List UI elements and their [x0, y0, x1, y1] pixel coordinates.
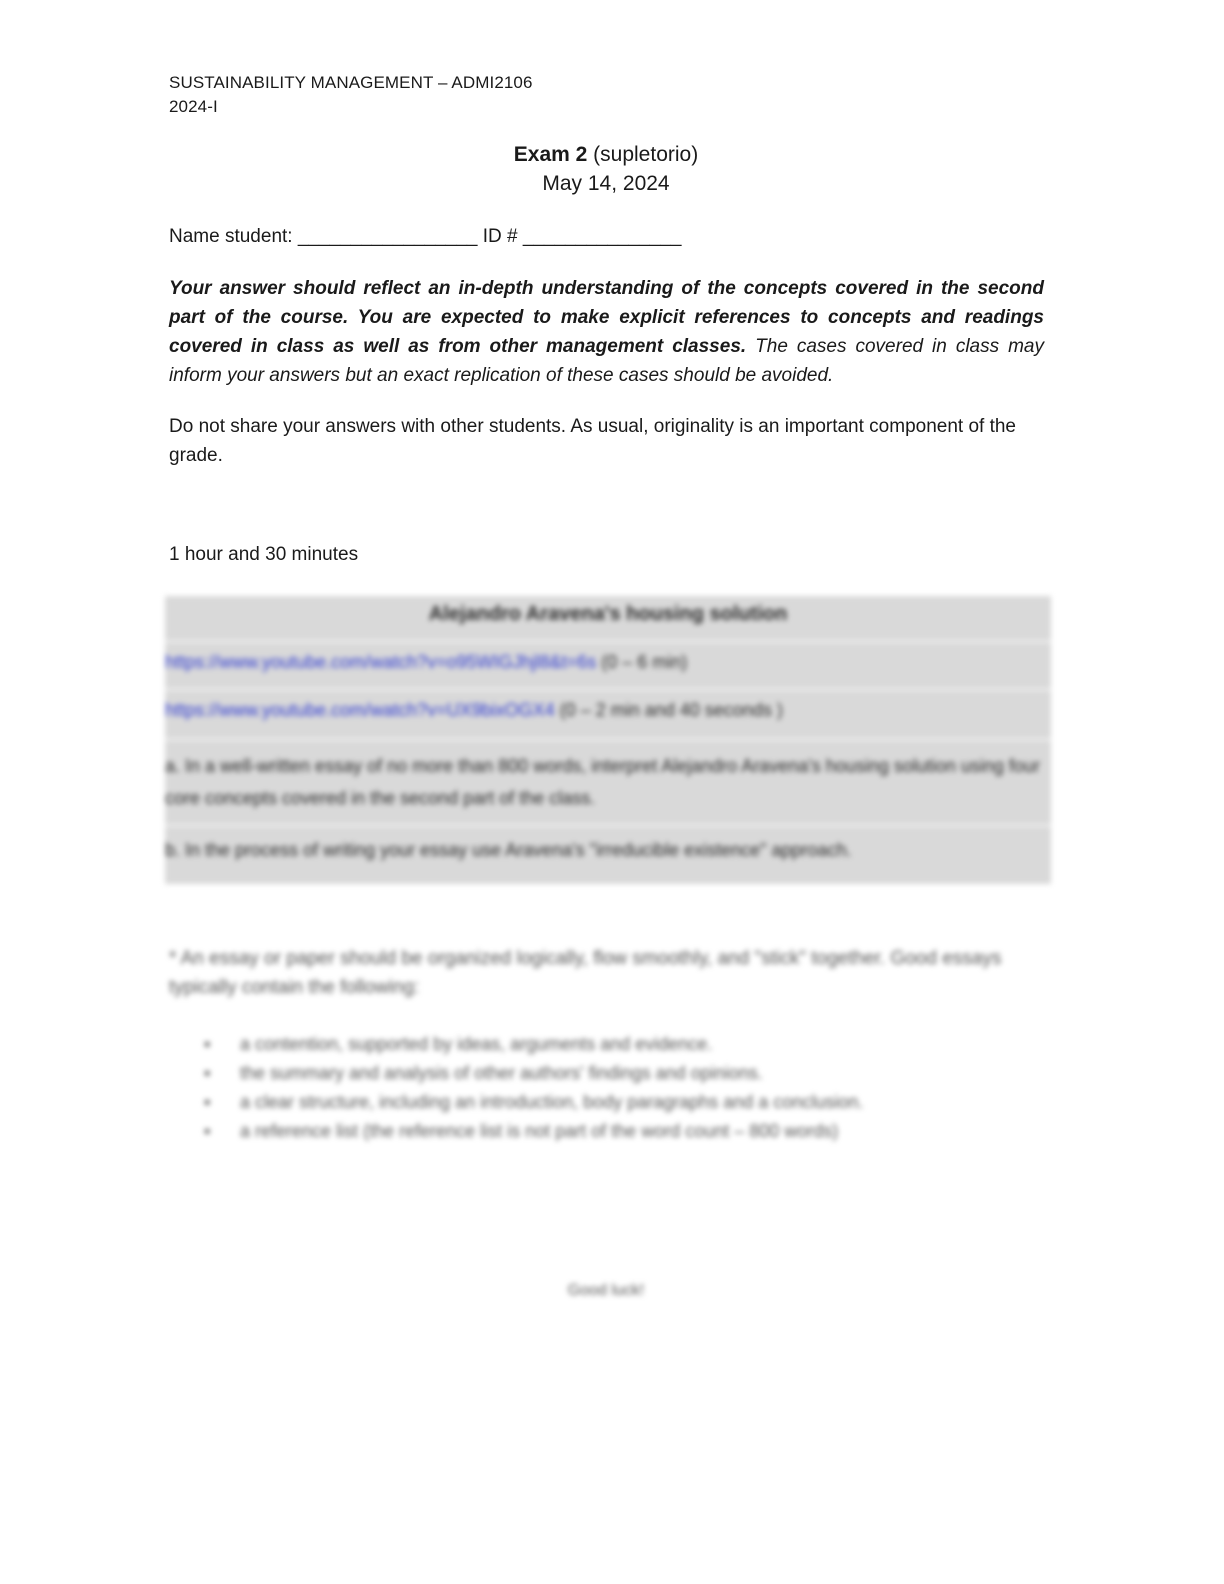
instructions-bold: Your answer should reflect an in-depth understanding of the concepts covered in the second part of the course. You are expected to make explicit references to concepts and readings covered in class as well as from other management classes.: [169, 278, 1044, 357]
video-link-1-note: (0 – 6 min): [596, 652, 688, 672]
video-link-2[interactable]: https://www.youtube.com/watch?v=UX9bixOGX4: [165, 700, 555, 720]
question-separator: [165, 738, 1051, 741]
essay-requirements-list: [200, 1030, 1020, 1146]
question-separator: [165, 688, 1051, 691]
name-id-line: Name student: _________________ ID # _______________: [169, 226, 682, 247]
video-link-2-note: (0 – 2 min and 40 seconds ): [554, 700, 783, 720]
bullet-icon: ▪: [204, 1092, 211, 1112]
share-note: Do not share your answers with other students. As usual, originality is an important component of the grade.: [169, 416, 1017, 466]
bullet-icon: ▪: [204, 1034, 211, 1054]
question-separator: [165, 640, 1051, 643]
exam-title: [0, 141, 1212, 169]
instructions-italic: The cases covered in class may inform your answers but an exact replication of these cases should be avoided.: [169, 336, 1044, 386]
exam-duration: 1 hour and 30 minutes: [169, 544, 359, 565]
video-link-1[interactable]: https://www.youtube.com/watch?v=o95WIGJhjl8&t=6s: [165, 652, 597, 672]
course-header: SUSTAINABILITY MANAGEMENT – ADMI2106: [169, 73, 533, 92]
good-luck-note: Good luck!: [567, 1282, 645, 1299]
bullet-icon: ▪: [204, 1121, 211, 1141]
video-link-row-2: [165, 696, 1051, 724]
list-item: ▪ a reference list (the reference list is not part of the word count – 800 words): [200, 1117, 1020, 1146]
question-item-a: a. In a well-written essay of no more than 800 words, interpret Alejandro Aravena's housing solution using four core concepts covered in the second part of the class.: [165, 756, 1040, 808]
list-item: ▪ a clear structure, including an introduction, body paragraphs and a conclusion.: [200, 1088, 1020, 1117]
question-separator: [165, 824, 1051, 827]
question-title: Alejandro Aravena's housing solution: [428, 603, 788, 625]
question-item-b: b. In the process of writing your essay use Aravena's "irreducible existence" approach.: [165, 840, 852, 860]
list-item: ▪ a contention, supported by ideas, arguments and evidence.: [200, 1030, 1020, 1059]
exam-title-bold: Exam 2: [513, 143, 588, 166]
instructions-paragraph: [169, 274, 1044, 390]
exam-title-suffix: (supletorio): [587, 143, 699, 166]
term-header: 2024-I: [169, 97, 218, 116]
question-box: [165, 596, 1051, 884]
list-item: ▪ the summary and analysis of other authors' findings and opinions.: [200, 1059, 1020, 1088]
exam-date: May 14, 2024: [542, 172, 670, 195]
video-link-row-1: [165, 648, 1051, 676]
bullet-icon: ▪: [204, 1063, 211, 1083]
essay-guidance: * An essay or paper should be organized logically, flow smoothly, and "stick" together. Good essays typically contain the following:: [169, 948, 1002, 998]
